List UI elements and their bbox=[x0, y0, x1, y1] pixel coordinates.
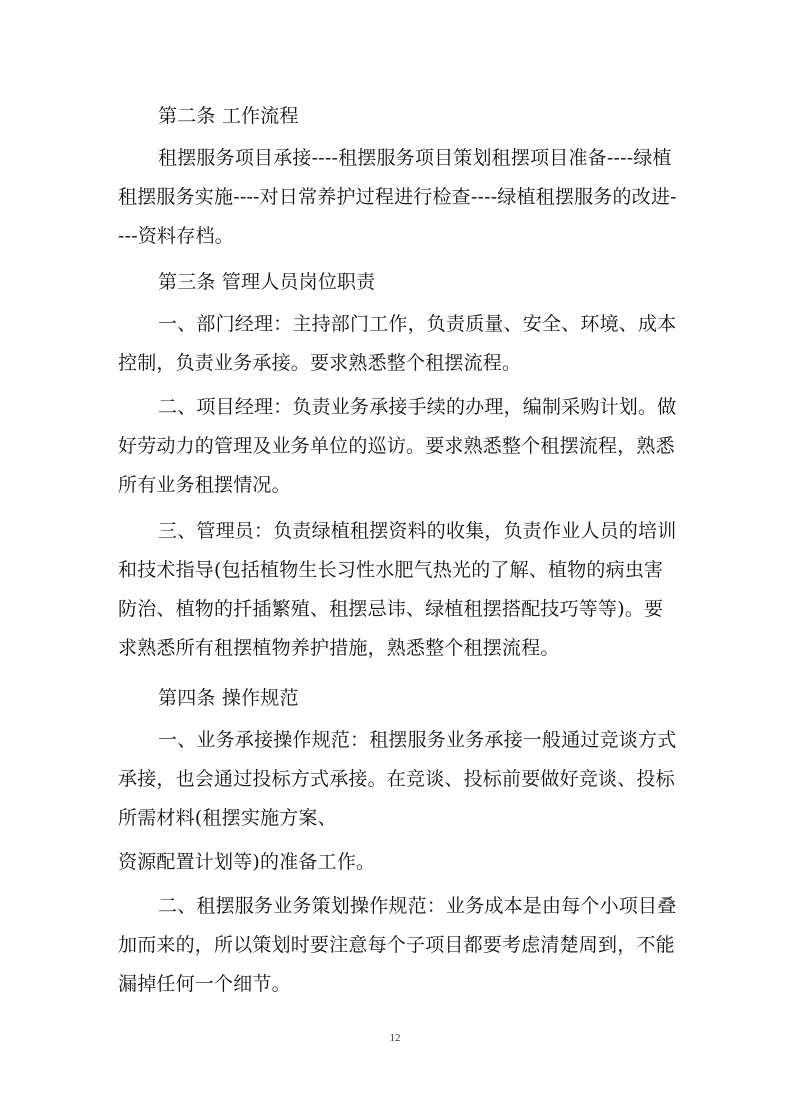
paragraph-business-acceptance: 一、业务承接操作规范：租摆服务业务承接一般通过竞谈方式承接，也会通过投标方式承接。在竞谈、投标前要做好竞谈、投标所需材料(租摆实施方案、 bbox=[118, 729, 677, 829]
paragraph-project-manager: 二、项目经理：负责业务承接手续的办理，编制采购计划。做好劳动力的管理及业务单位的巡访。要求熟悉整个租摆流程，熟悉所有业务租摆情况。 bbox=[118, 396, 677, 496]
section-heading-3: 第三条 管理人员岗位职责 bbox=[158, 271, 376, 293]
paragraph-workflow: 租摆服务项目承接----租摆服务项目策划租摆项目准备----绿植租摆服务实施----对日常养护过程进行检查----绿植租摆服务的改进----资料存档。 bbox=[118, 147, 677, 247]
paragraph-business-acceptance-continued: 资源配置计划等)的准备工作。 bbox=[118, 851, 376, 873]
paragraph-department-manager: 一、部门经理：主持部门工作，负责质量、安全、环境、成本控制，负责业务承接。要求熟悉整个租摆流程。 bbox=[118, 313, 677, 374]
section-heading-2: 第二条 工作流程 bbox=[158, 105, 299, 127]
page-number: 12 bbox=[389, 1032, 401, 1044]
paragraph-planning-standard: 二、租摆服务业务策划操作规范：业务成本是由每个小项目叠加而来的，所以策划时要注意每个子项目都要考虑清楚周到，不能漏掉任何一个细节。 bbox=[118, 895, 677, 995]
section-heading-4: 第四条 操作规范 bbox=[158, 687, 299, 709]
paragraph-administrator: 三、管理员：负责绿植租摆资料的收集，负责作业人员的培训和技术指导(包括植物生长习性水肥气热光的了解、植物的病虫害防治、植物的扦插繁殖、租摆忌讳、绿植租摆搭配技巧等等)。要求熟悉所有租摆植物养护措施，熟悉整个租摆流程。 bbox=[118, 520, 677, 659]
